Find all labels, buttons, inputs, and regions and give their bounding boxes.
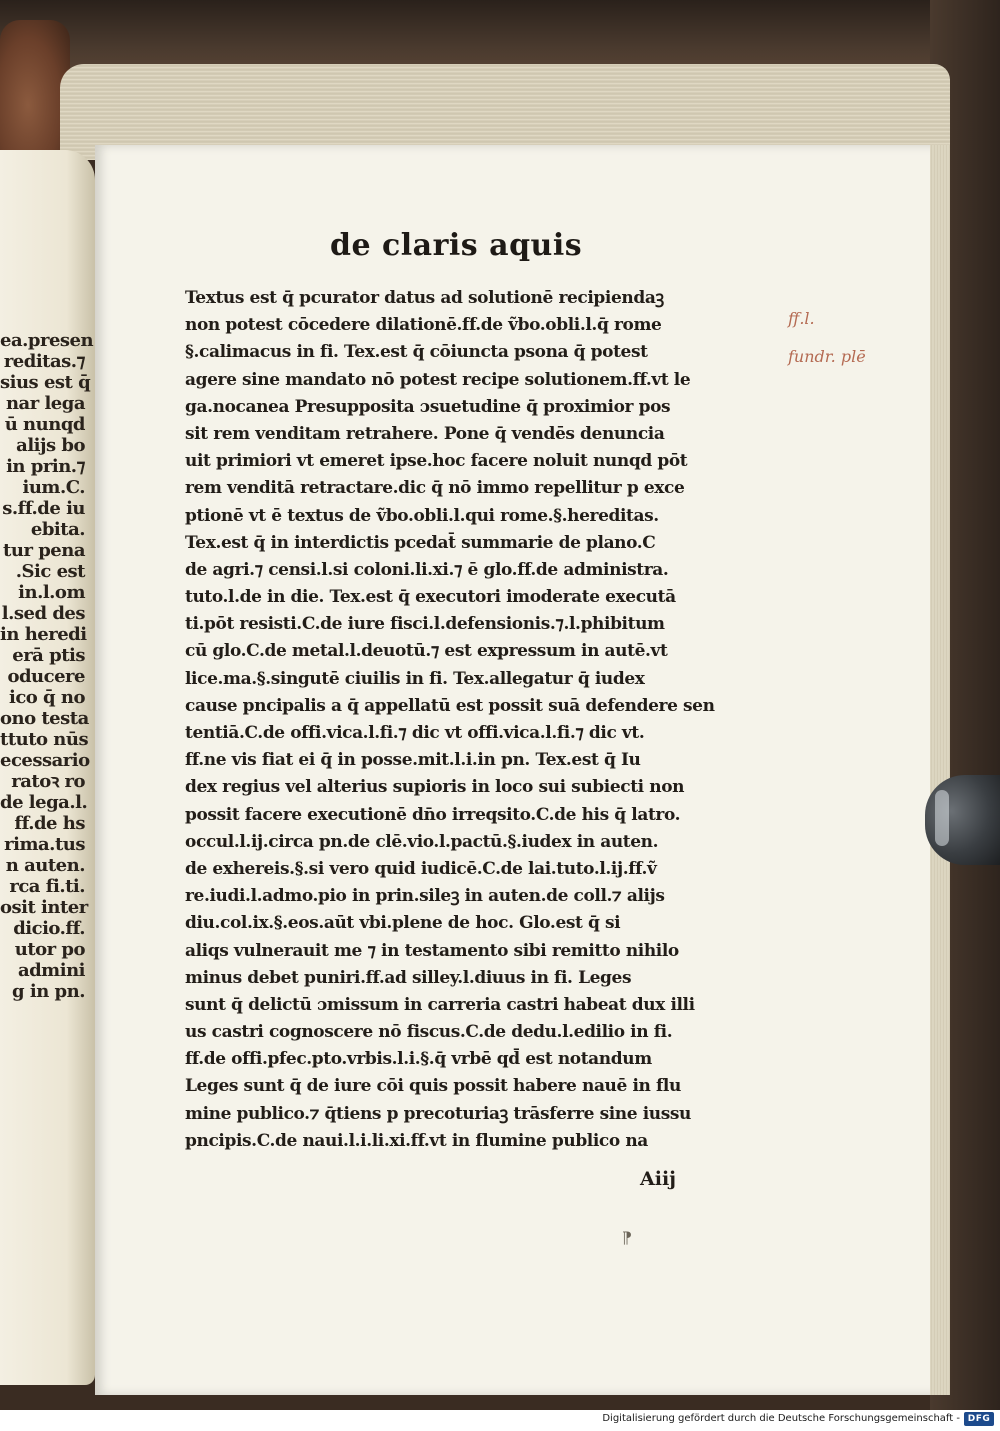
left-page-line: ea.presen [0, 330, 94, 351]
text-line: de agri.⁊ censi.l.si coloni.li.xi.⁊ ē glo.ff.de administra. [185, 559, 669, 580]
clip-highlight [935, 790, 949, 846]
left-page-line: alijs bo [16, 435, 85, 456]
text-line: cause pncipalis a q̄ appellatū est possit suā defendere sen [185, 695, 715, 716]
text-line: mine publico.⁊ q̄tiens p precoturiaꝫ trāsferre sine iussu [185, 1103, 692, 1124]
margin-note-line: ff.l. [788, 309, 815, 328]
text-line: lice.ma.§.singutē ciuilis in fi. Tex.allegatur q̄ iudex [185, 668, 645, 689]
dfg-logo: DFG [964, 1412, 994, 1426]
text-line: sit rem venditam retrahere. Pone q̄ vendēs denuncia [185, 423, 665, 444]
text-line: cū glo.C.de metal.l.deuotū.⁊ est expressum in autē.vt [185, 641, 668, 662]
left-page-line: erā ptis [12, 645, 85, 666]
left-page-line: in heredi [0, 624, 87, 645]
left-page [0, 150, 95, 1385]
signature-mark: Aiij [640, 1168, 677, 1190]
left-page-line: .Sic est [15, 561, 85, 582]
text-line: aliqs vulnerauit me ⁊ in testamento sibi remitto nihilo [185, 940, 679, 961]
left-page-line: tur pena [3, 540, 85, 561]
left-page-text [0, 330, 95, 1002]
running-header: de claris aquis [330, 228, 583, 263]
left-page-line: rca fi.ti. [9, 876, 85, 897]
left-page-line: ū nunqd [4, 414, 85, 435]
text-line: ff.ne vis fiat ei q̄ in posse.mit.l.i.in pn. Tex.est q̄ Iu [185, 750, 641, 771]
left-page-line: de lega.l. [0, 792, 88, 813]
left-page-line: ono testa [0, 708, 89, 729]
text-line: pncipis.C.de naui.l.i.li.xi.ff.vt in flumine publico na [185, 1130, 648, 1151]
text-line: possit facere executionē dn̄o irreqsito.C.de his q̄ latro. [185, 804, 681, 825]
left-page-line: ratoꝛ ro [11, 771, 85, 792]
left-page-line: in.l.om [18, 582, 85, 603]
left-page-line: utor po [14, 939, 85, 960]
text-line: uit primiori vt emeret ipse.hoc facere noluit nunqd pōt [185, 451, 688, 472]
text-line: dex regius vel alterius supioris in loco sui subiecti non [185, 777, 685, 798]
text-line: Tex.est q̄ in interdictis pcedat̄ summarie de plano.C [185, 532, 656, 553]
text-line: de exhereis.§.si vero quid iudicē.C.de lai.tuto.l.ij.ff.ṽ [185, 858, 657, 879]
text-line: occul.l.ij.circa pn.de clē.vio.l.pactū.§.iudex in auten. [185, 831, 659, 852]
page-fore-edge [930, 145, 950, 1395]
left-page-line: osit inter [0, 897, 88, 918]
text-line: ti.pōt resisti.C.de iure fisci.l.defensionis.⁊.l.phibitum [185, 614, 665, 635]
text-line: tentiā.C.de offi.vica.l.fi.⁊ dic vt offi.vica.l.fi.⁊ dic vt. [185, 723, 645, 743]
page-body-text [185, 285, 775, 1155]
margin-note-line: fundr. plē [788, 347, 866, 366]
left-page-line: in prin.⁊ [6, 456, 85, 477]
text-line: minus debet puniri.ff.ad silley.l.diuus in fi. Leges [185, 967, 632, 988]
left-page-line: ium.C. [22, 477, 85, 498]
text-line: diu.col.ix.§.eos.aūt vbi.plene de hoc. Glo.est q̄ si [185, 913, 621, 934]
left-page-line: ecessario [0, 750, 90, 771]
text-line: tuto.l.de in die. Tex.est q̄ executori imoderate executā [185, 587, 676, 608]
text-line: sunt q̄ delictū ɔmissum in carreria castri habeat dux illi [185, 994, 695, 1015]
text-line: us castri cognoscere nō fiscus.C.de dedu.l.edilio in fi. [185, 1022, 673, 1043]
left-page-line: n auten. [5, 855, 85, 876]
text-line: Leges sunt q̄ de iure cōi quis possit habere nauē in flu [185, 1076, 681, 1097]
left-page-line: l.sed des [1, 603, 85, 624]
left-page-line: s.ff.de iu [2, 498, 85, 519]
text-line: agere sine mandato nō potest recipe solutionem.ff.vt le [185, 369, 691, 390]
text-line: §.calimacus in fi. Tex.est q̄ cōiuncta psona q̄ potest [185, 342, 648, 363]
left-page-line: reditas.⁊ [3, 351, 85, 372]
left-page-line: sius est q̄ [0, 372, 91, 393]
ink-mark: ⁋ [622, 1228, 633, 1247]
left-page-line: g in pn. [12, 981, 85, 1002]
text-line: non potest cōcedere dilationē.ff.de ṽbo.obli.l.q̄ rome [185, 315, 662, 336]
footer-credit: Digitalisierung gefördert durch die Deutsche Forschungsgemeinschaft - [602, 1413, 960, 1424]
handwritten-margin-note [788, 300, 928, 376]
left-page-line: nar lega [5, 393, 85, 414]
left-page-line: oducere [7, 666, 85, 687]
left-page-line: ico q̄ no [8, 687, 85, 708]
text-line: ga.nocanea Presupposita ɔsuetudine q̄ proximior pos [185, 396, 671, 417]
text-line: Textus est q̄ pcurator datus ad solutionē recipiendaꝫ [185, 288, 664, 308]
text-line: ptionē vt ē textus de ṽbo.obli.l.qui rome.§.hereditas. [185, 505, 659, 526]
left-page-line: ttuto nūs [0, 729, 89, 750]
left-page-line: ff.de hs [14, 813, 85, 834]
left-page-line: dicio.ff. [13, 918, 85, 939]
text-line: ff.de offi.pfec.pto.vrbis.l.i.§.q̄ vrbē qd̄ est notandum [185, 1049, 652, 1070]
text-line: re.iudi.l.admo.pio in prin.sileꝫ in auten.de coll.⁊ alijs [185, 886, 665, 907]
text-line: rem venditā retractare.dic q̄ nō immo repellitur p exce [185, 478, 685, 499]
left-page-line: admini [17, 960, 85, 981]
left-page-line: rima.tus [4, 834, 85, 855]
left-page-line: ebita. [30, 519, 85, 540]
